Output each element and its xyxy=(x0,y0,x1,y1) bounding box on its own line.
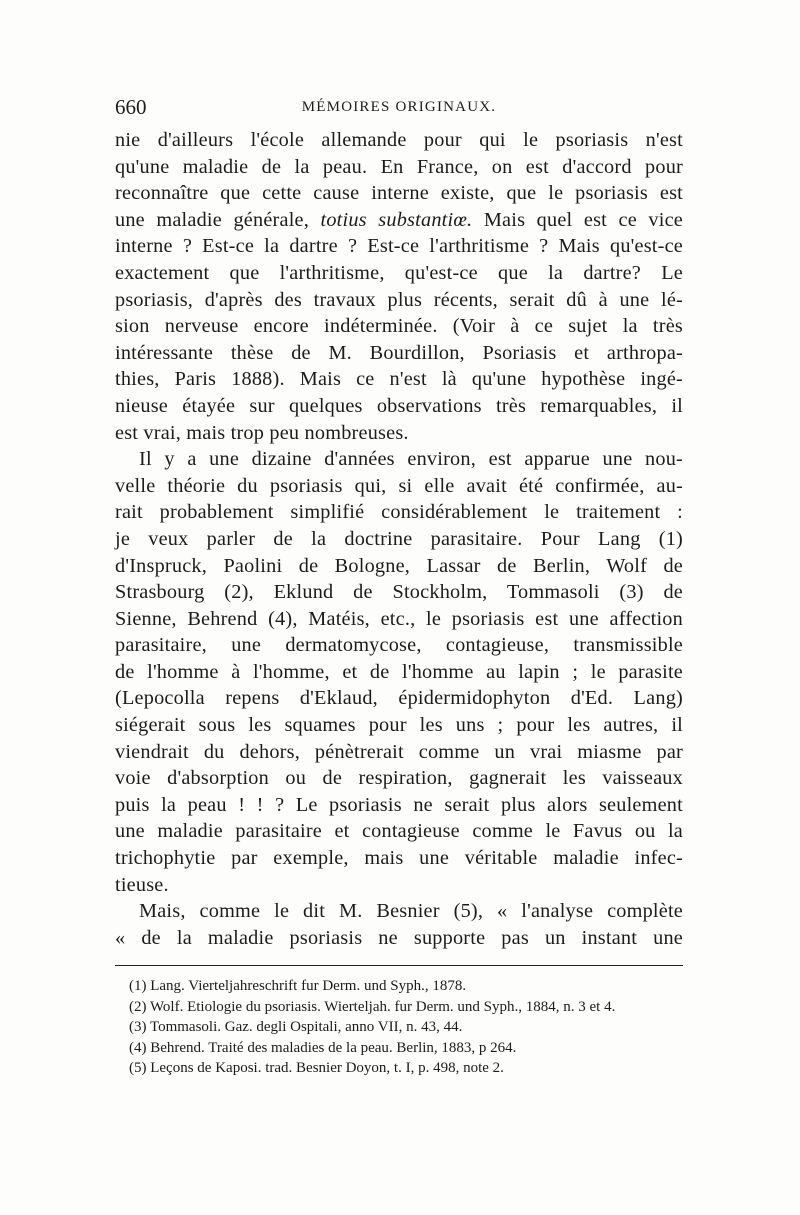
footnote: (5) Leçons de Kaposi. trad. Besnier Doyon, t. I, p. 498, note 2. xyxy=(129,1060,504,1077)
text-line: nie d'ailleurs l'école allemande pour qui le psoriasis n'est xyxy=(115,129,683,151)
text-line: sion nerveuse encore indéterminée. (Voir à ce sujet la très xyxy=(115,315,683,338)
book-page xyxy=(115,93,683,1079)
text-line: nieuse étayée sur quelques observations très remarquables, il xyxy=(115,394,683,417)
text-line: une maladie parasitaire et contagieuse comme le Favus ou la xyxy=(115,820,683,843)
footnote: (4) Behrend. Traité des maladies de la peau. Berlin, 1883, p 264. xyxy=(129,1039,517,1056)
text-line: psoriasis, d'après des travaux plus récents, serait dû à une lé- xyxy=(115,288,683,311)
text-segment: une maladie générale, xyxy=(115,208,321,231)
footnote: (1) Lang. Vierteljahreschrift fur Derm. und Syph., 1878. xyxy=(129,978,467,995)
text-line: (Lepocolla repens d'Eklaud, épidermidophyton d'Ed. Lang) xyxy=(115,687,683,710)
text-line: puis la peau ! ! ? Le psoriasis ne serait plus alors seulement xyxy=(115,793,683,816)
italic-phrase: totius substantiœ. xyxy=(320,208,473,231)
running-title: MÉMOIRES ORIGINAUX. xyxy=(301,99,497,115)
text-line: exactement que l'arthritisme, qu'est-ce que la dartre? Le xyxy=(115,261,683,284)
body-text xyxy=(115,127,683,951)
text-line: tieuse. xyxy=(115,873,169,896)
footnote: (3) Tommasoli. Gaz. degli Ospitali, anno VII, n. 43, 44. xyxy=(129,1019,463,1036)
text-line: interne ? Est-ce la dartre ? Est-ce l'arthritisme ? Mais qu'est-ce xyxy=(115,235,683,258)
text-line xyxy=(115,207,683,234)
text-line: « de la maladie psoriasis ne supporte pas un instant une xyxy=(115,926,683,949)
footnote-rule xyxy=(115,965,683,966)
text-line: intéressante thèse de M. Bourdillon, Psoriasis et arthropa- xyxy=(115,341,683,364)
text-line: Mais, comme le dit M. Besnier (5), « l'analyse complète xyxy=(139,900,683,923)
text-line: de l'homme à l'homme, et de l'homme au lapin ; le parasite xyxy=(115,660,683,683)
text-line: je veux parler de la doctrine parasitaire. Pour Lang (1) xyxy=(115,527,683,550)
text-line: siégerait sous les squames pour les uns ; pour les autres, il xyxy=(115,714,683,737)
text-line: parasitaire, une dermatomycose, contagieuse, transmissible xyxy=(115,634,683,657)
text-line: viendrait du dehors, pénètrerait comme un vrai miasme par xyxy=(115,740,683,763)
text-line: velle théorie du psoriasis qui, si elle avait été confirmée, au- xyxy=(115,474,683,497)
footnote: (2) Wolf. Etiologie du psoriasis. Wierteljah. fur Derm. und Syph., 1884, n. 3 et 4. xyxy=(129,998,616,1015)
page-number: 660 xyxy=(115,95,147,119)
text-line: est vrai, mais trop peu nombreuses. xyxy=(115,421,409,444)
text-line: Il y a une dizaine d'années environ, est apparue une nou- xyxy=(139,448,683,471)
text-line: d'Inspruck, Paolini de Bologne, Lassar de Berlin, Wolf de xyxy=(115,554,683,577)
text-line: reconnaître que cette cause interne existe, que le psoriasis est xyxy=(115,182,683,205)
text-line: qu'une maladie de la peau. En France, on est d'accord pour xyxy=(115,155,683,178)
text-line: rait probablement simplifié considérablement le traitement : xyxy=(115,501,683,524)
text-line: Sienne, Behrend (4), Matéis, etc., le psoriasis est une affection xyxy=(115,607,683,630)
text-line: voie d'absorption ou de respiration, gagnerait les vaisseaux xyxy=(115,767,683,790)
text-line: trichophytie par exemple, mais une véritable maladie infec- xyxy=(115,847,683,870)
text-line: Strasbourg (2), Eklund de Stockholm, Tommasoli (3) de xyxy=(115,581,683,604)
text-segment: Mais quel est ce vice xyxy=(472,208,683,231)
page-header xyxy=(115,93,683,127)
text-line: thies, Paris 1888). Mais ce n'est là qu'une hypothèse ingé- xyxy=(115,368,683,391)
footnotes xyxy=(115,976,683,1079)
